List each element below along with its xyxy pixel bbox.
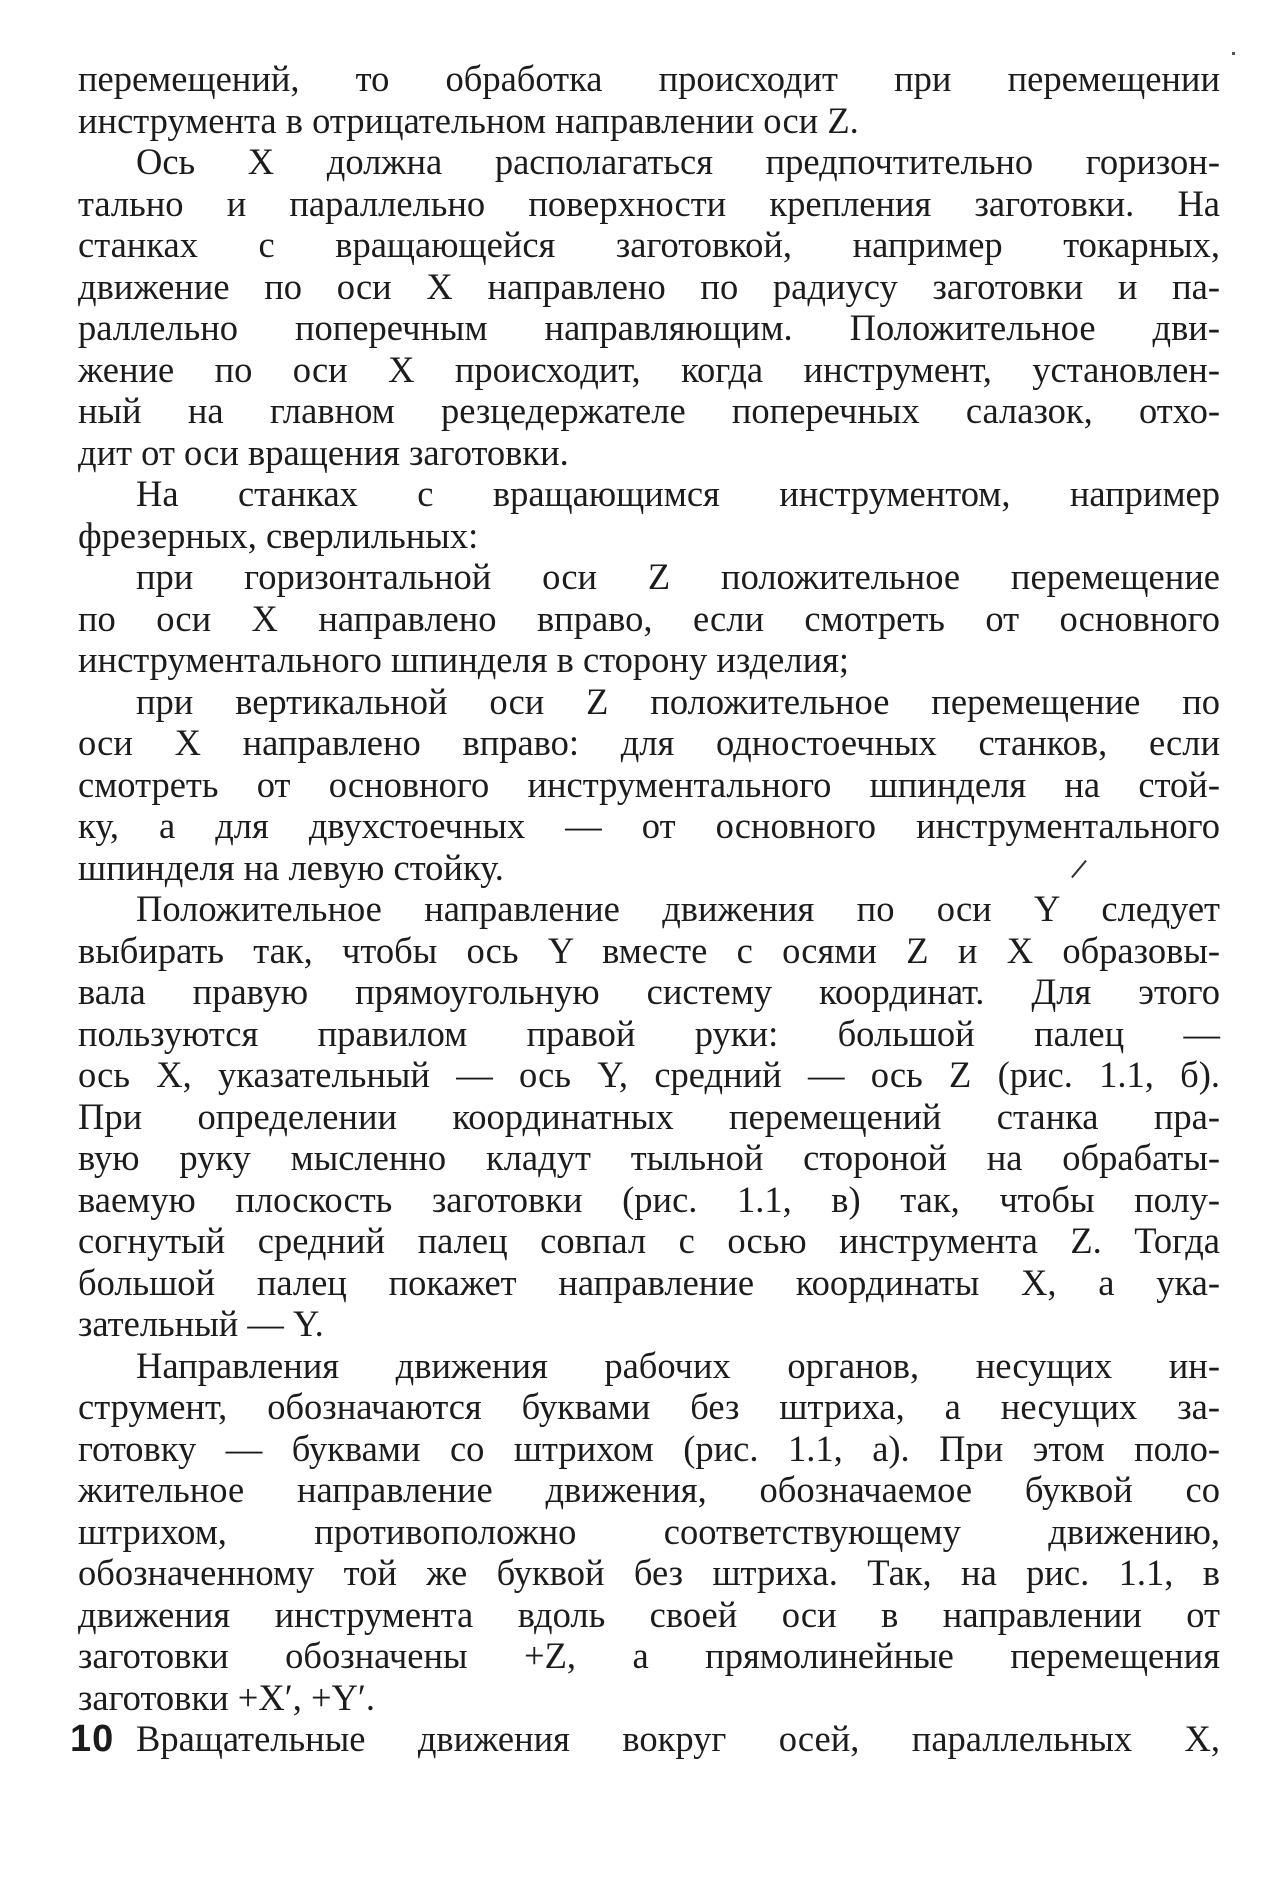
text-line: заготовки обозначены +Z, а прямолинейные перемещения	[78, 1635, 1220, 1676]
text-line: вала правую прямоугольную систему координат. Для этого	[78, 971, 1220, 1012]
text-line: тально и параллельно поверхности крепления заготовки. На	[78, 182, 1220, 224]
text-line: согнутый средний палец совпал с осью инструмента Z. Тогда	[78, 1220, 1220, 1261]
text-line: ось X, указательный — ось Y, средний — ось Z (рис. 1.1, б).	[78, 1054, 1220, 1095]
text-line: Ось X должна располагаться предпочтительно горизон-	[136, 141, 1220, 182]
text-line: инструмента в отрицательном направлении оси Z.	[78, 99, 859, 141]
text-line: выбирать так, чтобы ось Y вместе с осями Z и X образовы-	[78, 929, 1220, 971]
text-line: при вертикальной оси Z положительное перемещение по	[136, 680, 1220, 722]
text-line: дит от оси вращения заготовки.	[78, 431, 569, 473]
text-line: ку, а для двухстоечных — от основного инструментального	[78, 805, 1220, 846]
text-line: движения инструмента вдоль своей оси в направлении от	[78, 1593, 1220, 1635]
text-line: штрихом, противоположно соответствующему движению,	[78, 1510, 1220, 1552]
text-line: На станках с вращающимся инструментом, например	[136, 473, 1220, 514]
text-line: фрезерных, сверлильных:	[78, 514, 479, 556]
text-line: жительное направление движения, обозначаемое буквой со	[78, 1469, 1220, 1510]
page-number: 10	[70, 1718, 115, 1760]
text-line: Положительное направление движения по оси Y следует	[136, 888, 1220, 929]
text-line: готовку — буквами со штрихом (рис. 1.1, а). При этом поло-	[78, 1427, 1220, 1469]
text-line: При определении координатных перемещений станка пра-	[78, 1095, 1220, 1137]
text-line: по оси X направлено вправо, если смотреть от основного	[78, 597, 1220, 639]
text-line: ный на главном резцедержателе поперечных салазок, отхо-	[78, 390, 1220, 431]
text-line: станках с вращающейся заготовкой, например токарных,	[78, 224, 1220, 265]
text-line: большой палец покажет направление координаты X, а ука-	[78, 1261, 1220, 1303]
text-line: струмент, обозначаются буквами без штриха, а несущих за-	[78, 1386, 1220, 1427]
text-line: при горизонтальной оси Z положительное перемещение	[136, 556, 1220, 597]
text-line: Направления движения рабочих органов, несущих ин-	[136, 1344, 1220, 1386]
text-line: жение по оси X происходит, когда инструмент, установлен-	[78, 348, 1220, 390]
text-line: инструментального шпинделя в сторону изделия;	[78, 639, 850, 680]
body-text	[78, 58, 1220, 1760]
text-line: заготовки +X′, +Y′.	[78, 1676, 376, 1718]
text-line: оси X направлено вправо: для одностоечных станков, если	[78, 722, 1220, 763]
text-line: раллельно поперечным направляющим. Положительное дви-	[78, 307, 1220, 348]
text-line: шпинделя на левую стойку.	[78, 846, 504, 888]
text-line: ваемую плоскость заготовки (рис. 1.1, в) так, чтобы полу-	[78, 1178, 1220, 1220]
text-line: зательный — Y.	[78, 1303, 324, 1344]
text-line: перемещений, то обработка происходит при перемещении	[78, 58, 1220, 99]
scan-speck	[1232, 52, 1235, 55]
text-line: вую руку мысленно кладут тыльной стороной на обрабаты-	[78, 1137, 1220, 1178]
text-line: движение по оси X направлено по радиусу заготовки и па-	[78, 265, 1220, 307]
text-line: пользуются правилом правой руки: большой палец —	[78, 1012, 1220, 1054]
text-line: обозначенному той же буквой без штриха. Так, на рис. 1.1, в	[78, 1552, 1220, 1593]
text-lines	[78, 58, 1220, 1760]
text-line: Вращательные движения вокруг осей, параллельных X,	[136, 1718, 1220, 1759]
text-line: смотреть от основного инструментального шпинделя на стой-	[78, 763, 1220, 805]
